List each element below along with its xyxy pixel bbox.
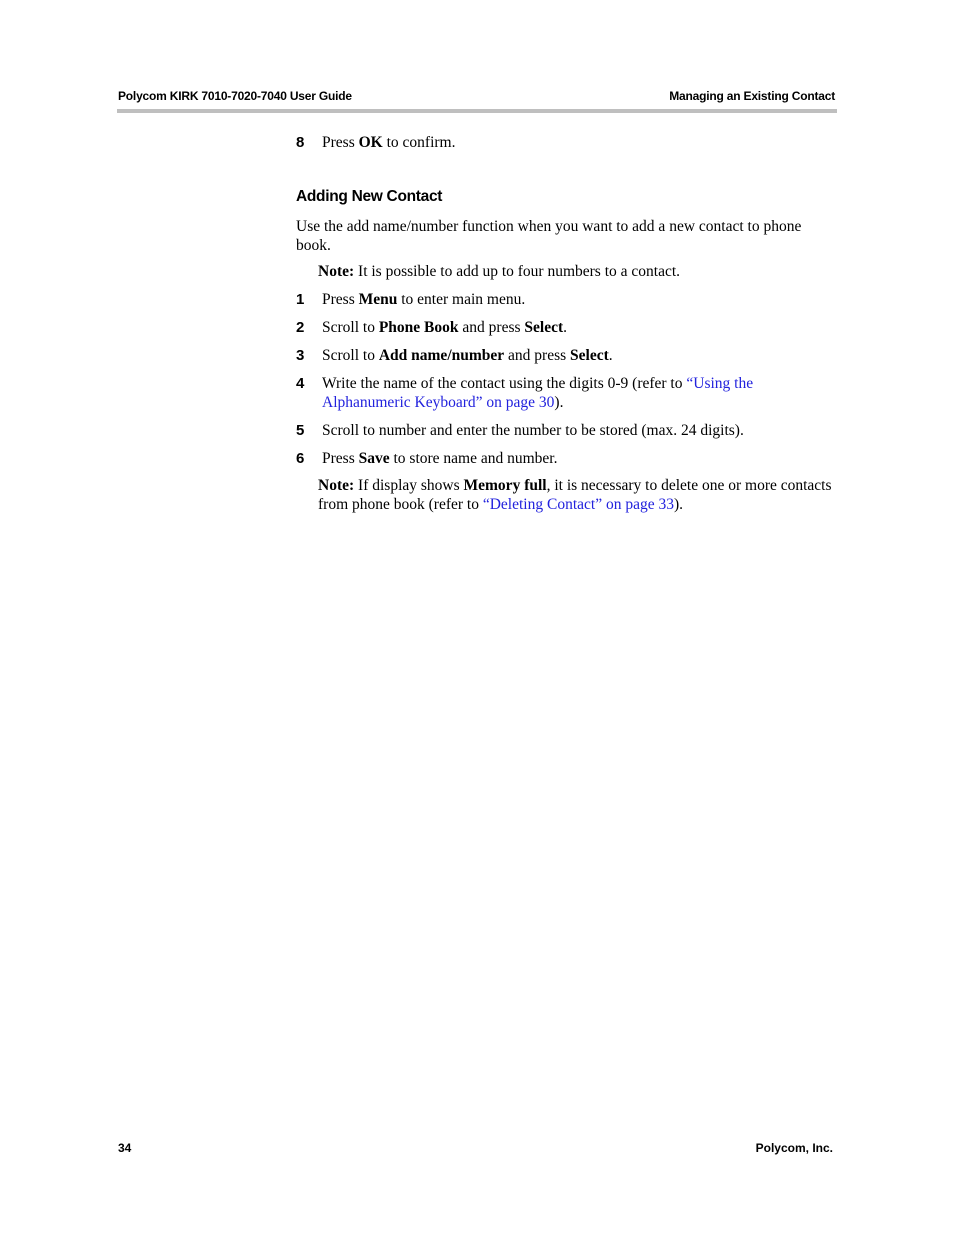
step-text: Write the name of the contact using the digits 0-9 (refer to “Using the Alphanumeric Keyboard” on page 30). [322, 375, 754, 411]
step-text: Scroll to number and enter the number to be stored (max. 24 digits). [322, 422, 744, 439]
header-rule [117, 109, 837, 113]
step-text: Scroll to Phone Book and press Select. [322, 319, 568, 336]
step-number: 3 [296, 347, 305, 364]
running-header-title: Polycom KIRK 7010-7020-7040 User Guide [118, 89, 352, 103]
running-header-section: Managing an Existing Contact [669, 89, 835, 103]
note-memory-full: Note: If display shows Memory full, it is necessary to delete one or more contacts from phone book (refer to “Deleting Contact” on page 33). [318, 477, 832, 513]
step-number: 6 [296, 450, 305, 467]
step-number: 4 [296, 375, 305, 392]
step-3 [296, 346, 836, 365]
step-6 [296, 449, 836, 468]
step-text: Press OK to confirm. [322, 134, 456, 151]
step-text: Press Menu to enter main menu. [322, 291, 526, 308]
step-2 [296, 318, 836, 337]
page-number: 34 [118, 1141, 132, 1155]
step-8 [296, 133, 836, 152]
step-4 [296, 374, 836, 412]
section-heading: Adding New Contact [296, 188, 443, 205]
step-number: 2 [296, 319, 305, 336]
step-1 [296, 290, 836, 309]
step-number: 5 [296, 422, 305, 439]
link-alphanumeric-keyboard[interactable]: “Using the Alphanumeric Keyboard” on page 30 [322, 375, 754, 411]
step-5 [296, 421, 836, 440]
step-number: 1 [296, 291, 305, 308]
intro-paragraph: Use the add name/number function when you want to add a new contact to phone book. [296, 218, 802, 254]
link-deleting-contact[interactable]: “Deleting Contact” on page 33 [482, 496, 674, 513]
step-text: Press Save to store name and number. [322, 450, 558, 467]
footer-company: Polycom, Inc. [755, 1141, 833, 1155]
note-four-numbers: Note: It is possible to add up to four numbers to a contact. [318, 263, 681, 280]
step-text: Scroll to Add name/number and press Select. [322, 347, 613, 364]
step-number: 8 [296, 134, 305, 151]
